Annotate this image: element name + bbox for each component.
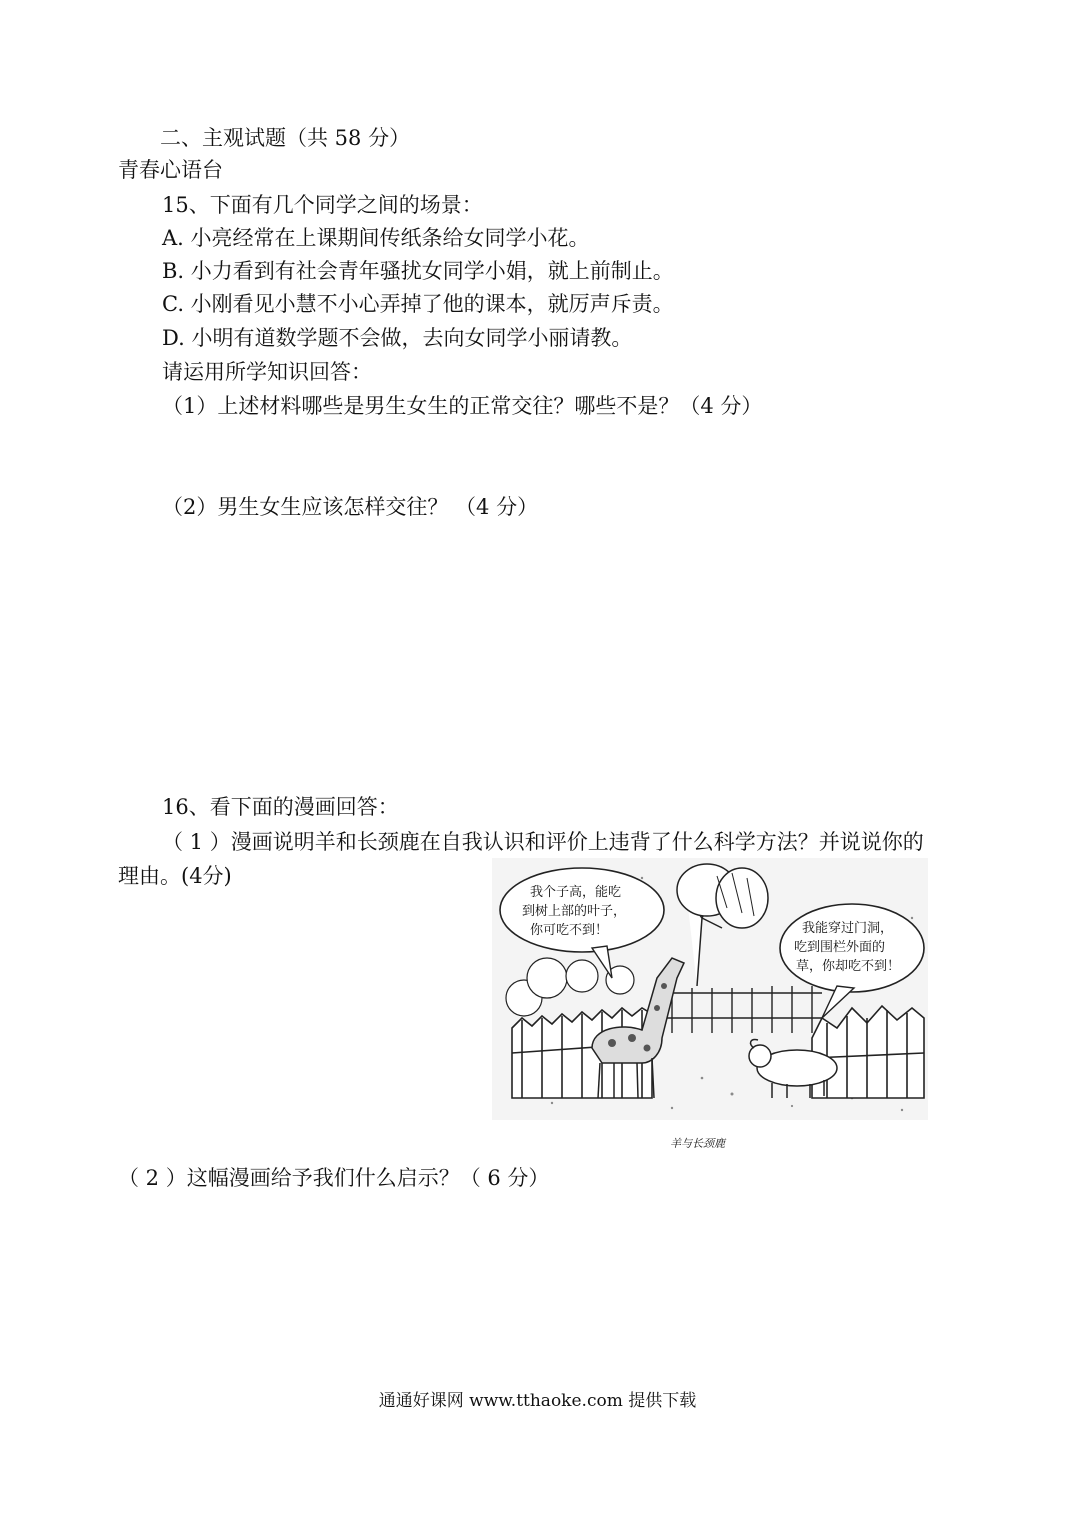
section-subheading: 青春心语台 <box>118 158 223 182</box>
q16-sub1-line1: （ 1 ）漫画说明羊和长颈鹿在自我认识和评价上违背了什么科学方法？并说说你的 <box>162 830 924 854</box>
q15-sub1: （1）上述材料哪些是男生女生的正常交往？哪些不是？（4 分） <box>162 394 763 418</box>
sheep-bubble-line-1: 我能穿过门洞， <box>802 921 894 936</box>
q16-sub1-line2: 理由。(4分) <box>118 864 232 888</box>
comic-illustration <box>492 858 928 1120</box>
q16-sub2: （ 2 ）这幅漫画给予我们什么启示？（ 6 分） <box>118 1166 550 1190</box>
comic-caption: 羊与长颈鹿 <box>670 1137 725 1150</box>
giraffe-bubble-line-2: 到树上部的叶子， <box>522 904 627 919</box>
page-footer: 通通好课网 www.tthaoke.com 提供下载 <box>378 1391 697 1411</box>
q15-instruction: 请运用所学知识回答： <box>162 360 372 384</box>
giraffe-bubble-line-1: 我个子高，能吃 <box>530 885 622 900</box>
q15-option-a: A. 小亮经常在上课期间传纸条给女同学小花。 <box>162 226 590 250</box>
sheep-bubble-line-2: 吃到围栏外面的 <box>794 940 886 955</box>
section-heading: 二、主观试题（共 58 分） <box>160 126 411 150</box>
q15-sub2: （2）男生女生应该怎样交往？ （4 分） <box>162 495 539 519</box>
q16-stem: 16、看下面的漫画回答： <box>162 795 399 819</box>
q15-option-c: C. 小刚看见小慧不小心弄掉了他的课本，就厉声斥责。 <box>162 292 674 316</box>
q15-option-b: B. 小力看到有社会青年骚扰女同学小娟，就上前制止。 <box>162 259 674 283</box>
q15-stem: 15、下面有几个同学之间的场景： <box>162 193 483 217</box>
giraffe-bubble-line-3: 你可吃不到！ <box>530 923 609 938</box>
q15-option-d: D. 小明有道数学题不会做，去向女同学小丽请教。 <box>162 326 633 350</box>
sheep-bubble-line-3: 草，你却吃不到！ <box>796 959 901 974</box>
